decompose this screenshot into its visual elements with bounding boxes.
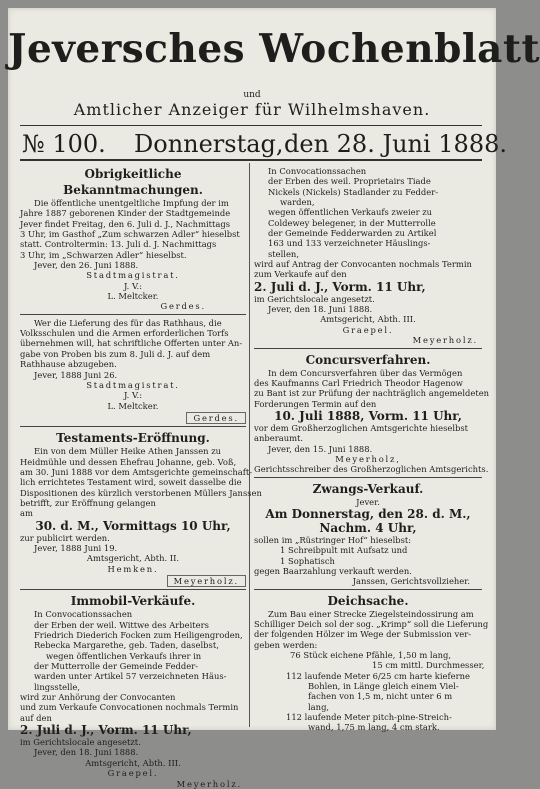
text-line: Dispositionen des kürzlich verstorbenen Müllers Janssen [20, 487, 262, 498]
signature-line: Amtsgericht, Abth. III. [320, 314, 416, 325]
text-line: Jever, den 15. Juni 1888. [268, 443, 373, 454]
section-separator [20, 426, 246, 427]
text-line: Bohlen, in Länge gleich einem Viel- [308, 681, 459, 692]
issue-number: № 100. [22, 130, 106, 158]
text-line: Jever, 1888 Juni 26. [34, 369, 118, 380]
date-highlight: 10. Juli 1888, Vorm. 11 Uhr, [274, 408, 462, 423]
signature-line: Gerdes. [186, 412, 246, 424]
text-line: auf den [20, 712, 52, 723]
text-line: 3 Uhr, im „Schwarzen Adler“ hieselbst. [20, 249, 187, 260]
masthead-title: Jeversches Wochenblatt [8, 26, 540, 72]
text-line: gegen Baarzahlung verkauft werden. [254, 565, 412, 576]
text-line: der folgenden Hölzer im Wege der Submission ver- [254, 629, 472, 640]
text-line: und zum Verkaufe Convocationen nochmals Termin [20, 702, 239, 713]
masthead-subtitle: Amtlicher Anzeiger für Wilhelmshaven. [73, 100, 431, 119]
text-line: Gerichtsschreiber des Großherzoglichen Amtsgerichts. [254, 464, 489, 475]
text-line: der Gemeinde Fedderwarden zu Artikel [268, 228, 437, 239]
right-column [254, 166, 490, 733]
text-line: Jever, den 18. Juni 1888. [34, 747, 139, 758]
text-line: Coldewey belegener, in der Mutterrolle [268, 217, 436, 228]
newspaper-page [8, 8, 540, 789]
text-line: Volksschulen und die Armen erforderlichen Torfs [20, 328, 229, 339]
text-line: Forderungen Termin auf den [254, 398, 377, 409]
text-line: In Convocationssachen [34, 609, 133, 620]
text-line: In Convocationssachen [268, 166, 367, 176]
section-separator [254, 589, 482, 590]
text-line: fachen von 1,5 m, nicht unter 6 m [308, 691, 453, 702]
column-divider [249, 163, 250, 727]
text-line: im Gerichtslocale angesetzt. [254, 293, 375, 304]
signature-line: J. V.: [123, 280, 143, 291]
signature-line: Meyerholz. [167, 575, 246, 587]
text-line: zur publicirt werden. [20, 532, 110, 543]
text-line: 1 Schreibpult mit Aufsatz und [280, 545, 408, 556]
text-line: wegen öffentlichen Verkaufs ihrer in [46, 650, 202, 661]
text-line: Rebecka Margarethe, geb. Taden, daselbst, [34, 640, 219, 651]
text-line: übernehmen will, hat schriftliche Offerten unter An- [20, 338, 243, 349]
text-line: Wer die Lieferung des für das Rathhaus, die [34, 317, 222, 328]
text-line: vor dem Großherzoglichen Amtsgerichte hieselbst [254, 422, 469, 433]
text-line: am [20, 508, 33, 519]
section-separator [20, 314, 246, 315]
text-line: Jever. [356, 496, 380, 507]
text-line: Heidmühle und dessen Ehefrau Johanne, geb. Voß, [20, 456, 237, 467]
date-highlight: 30. d. M., Vormittags 10 Uhr, [35, 518, 231, 533]
signature-line: Gerdes. [160, 301, 206, 312]
text-line: 3 Uhr, im Gasthof „Zum schwarzen Adler“ hieselbst [20, 229, 240, 240]
date-highlight: 2. Juli d. J., Vorm. 11 Uhr, [254, 279, 426, 294]
text-line: des Kaufmanns Carl Friedrich Theodor Hagenow [254, 377, 463, 388]
signature-line: L. Meltcker. [107, 400, 159, 411]
signature-line: Amtsgericht, Abth. II. [86, 553, 180, 564]
signature-line: L. Meltcker. [107, 291, 159, 302]
text-line: 112 laufende Meter pitch-pine-Streich- [286, 712, 452, 723]
text-line: betrifft, zur Eröffnung gelangen [20, 497, 156, 508]
text-line: statt. Controltermin: 13. Juli d. J. Nachmittags [20, 239, 217, 250]
heading-concurs: Concursverfahren. [305, 352, 431, 367]
text-line: wird zur Anhörung der Convocanten [20, 692, 176, 703]
text-line: Ein von dem Müller Heike Athen Janssen zu [34, 446, 222, 457]
signature-line: Meyerholz. [412, 335, 478, 346]
text-line: Jever, den 26. Juni 1888. [34, 260, 139, 271]
date-highlight: Nachm. 4 Uhr, [319, 520, 417, 535]
text-line: warden unter Artikel 57 verzeichneten Häus- [34, 671, 227, 682]
text-line: am 30. Juni 1888 vor dem Amtsgerichte gemeinschaft- [20, 466, 253, 477]
text-line: wegen öffentlichen Verkaufs zweier zu [268, 207, 433, 218]
text-line: Nickels (Nickels) Stadlander zu Fedder- [268, 186, 439, 197]
signature-line: Amtsgericht, Abth. III. [85, 757, 181, 768]
text-line: Rathhause abzugeben. [20, 359, 117, 370]
text-line: zu Bant ist zur Prüfung der nachträglich angemeldeten [254, 388, 490, 399]
text-line: gabe von Proben bis zum 8. Juli d. J. auf dem [20, 348, 211, 359]
issue-date: den 28. Juni 1888. [284, 130, 507, 158]
text-line: lingsstelle, [34, 681, 81, 692]
text-line: lang, [308, 701, 330, 712]
text-line: Friedrich Diederich Focken zum Heiligengroden, [34, 630, 243, 641]
date-highlight: Am Donnerstag, den 28. d. M., [265, 506, 471, 521]
text-line: Die öffentliche unentgeltliche Impfung der im [34, 198, 229, 208]
section-separator [254, 477, 482, 478]
text-line: zum Verkaufe auf den [254, 269, 347, 280]
text-line: stellen, [268, 248, 299, 259]
text-line: Jever, 1888 Juni 19. [34, 542, 118, 553]
text-line: 76 Stück eichene Pfähle, 1,50 m lang, [290, 650, 452, 661]
section-separator [254, 348, 482, 349]
signature-line: Meyerholz. [176, 778, 242, 789]
heading-testament: Testaments-Eröffnung. [56, 431, 210, 446]
text-line: Jahre 1887 geborenen Kinder der Stadtgemeinde [20, 208, 231, 219]
text-line: der Mutterrolle der Gemeinde Fedder- [34, 661, 199, 672]
signature-line: Stadtmagistrat. [86, 379, 180, 390]
signature-line: J. V.: [123, 390, 143, 401]
text-line: Schilliger Deich sol der sog. „Krimp“ soll die Lieferung [254, 619, 489, 629]
left-column [20, 166, 262, 789]
signature-line: Stadtmagistrat. [86, 270, 180, 281]
text-line: Zum Bau einer Strecke Ziegelsteindossirung am [268, 608, 474, 619]
text-line: lich errichtetes Testament wird, soweit dasselbe die [20, 477, 242, 488]
header-rule-bottom [20, 159, 482, 161]
text-line: sollen im „Rüstringer Hof“ hieselbst: [254, 534, 412, 545]
text-line: wand, 1,75 m lang, 4 cm stark. [308, 722, 440, 733]
masthead-und: und [243, 90, 261, 100]
signature-line: Janssen, Gerichtsvollzieher. [352, 576, 470, 587]
signature-box-wrap [20, 411, 246, 424]
text-line: Jever, den 18. Juni 1888. [268, 304, 373, 315]
signature-line: Graepel. [342, 324, 394, 335]
text-line: In dem Concursverfahren über das Vermögen [268, 367, 463, 378]
heading-zwangsverkauf: Zwangs-Verkauf. [312, 481, 424, 496]
signature-line: Graepel. [107, 768, 159, 779]
text-line: anberaumt. [254, 433, 304, 444]
heading-deichsache: Deichsache. [327, 593, 409, 608]
text-line: wird auf Antrag der Convocanten nochmals Termin [254, 259, 472, 270]
signature-box-wrap [20, 574, 246, 587]
text-line: 15 cm mittl. Durchmesser, [372, 660, 485, 671]
date-highlight: 2. Juli d. J., Vorm. 11 Uhr, [20, 723, 192, 738]
text-line: geben werden: [254, 639, 318, 650]
section-separator [20, 589, 246, 590]
text-line: der Erben der weil. Wittwe des Arbeiters [34, 619, 209, 630]
header-rule-top [20, 125, 482, 126]
text-line: der Erben des weil. Proprietairs Tiade [268, 176, 431, 187]
text-line: warden, [280, 197, 315, 208]
text-line: Jever findet Freitag, den 6. Juli d. J., Nachmittags [20, 218, 231, 229]
text-line: im Gerichtslocale angesetzt. [20, 737, 141, 748]
heading-bekanntmachungen: Obrigkeitliche Bekanntmachungen. [63, 167, 203, 197]
signature-line: Meyerholz, [335, 453, 401, 464]
issue-weekday: Donnerstag, [134, 130, 284, 158]
signature-line: Hemken. [107, 563, 159, 574]
heading-immobil: Immobil-Verkäufe. [70, 594, 196, 609]
text-line: 1 Sophatisch [280, 555, 335, 566]
text-line: 163 und 133 verzeichneter Häuslings- [268, 238, 431, 249]
text-line: 112 laufende Meter 6/25 cm harte kieferne [286, 670, 470, 681]
